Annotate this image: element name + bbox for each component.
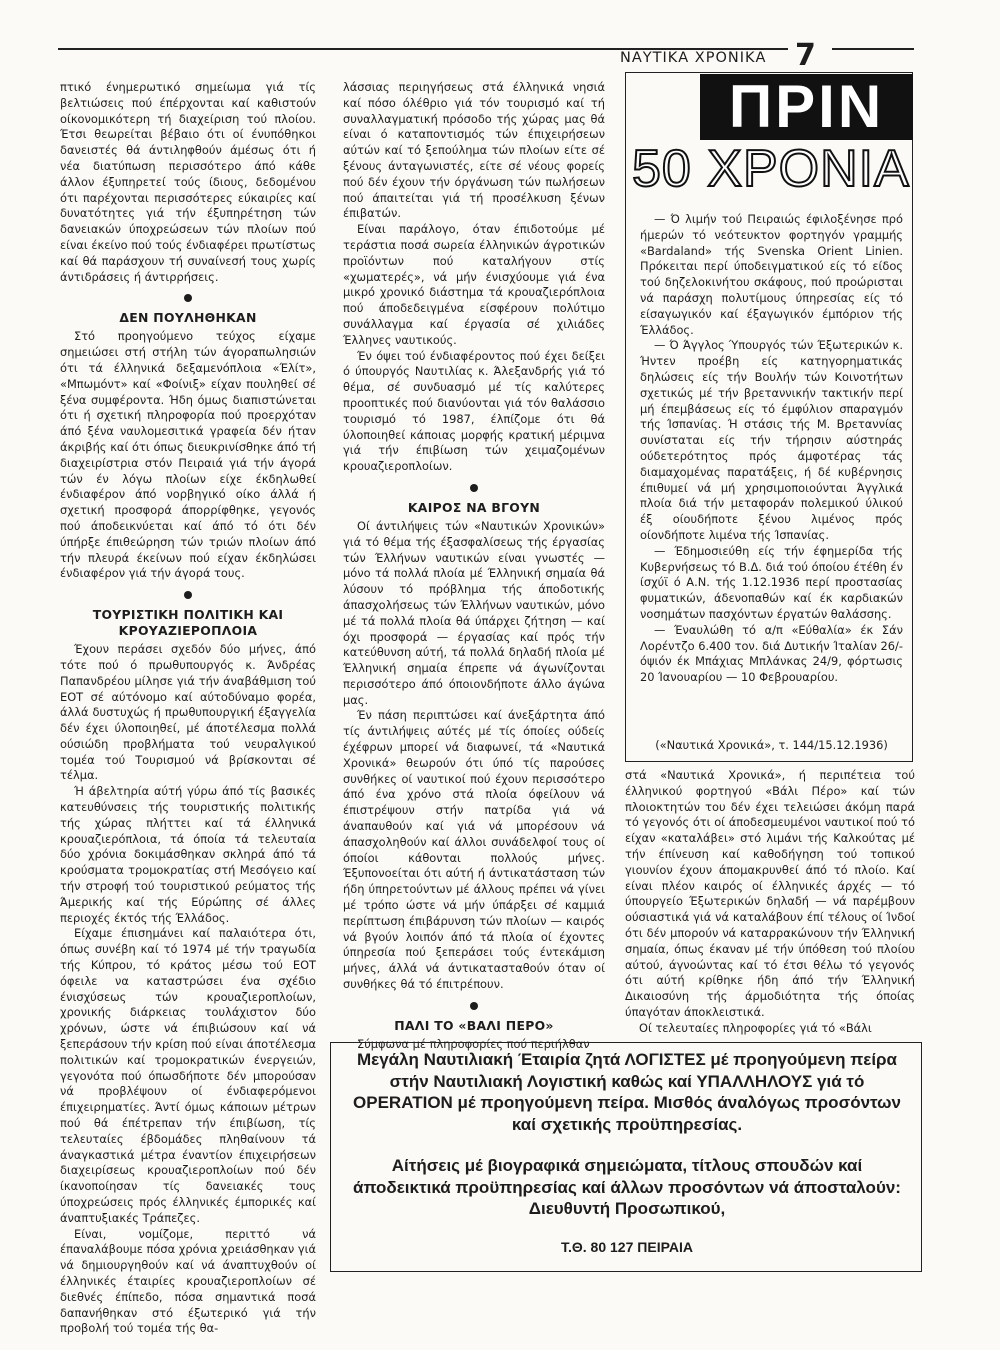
column-1 <box>60 80 316 1337</box>
ad-address: Τ.Θ. 80 127 ΠΕΙΡΑΙΑ <box>560 1239 694 1255</box>
job-advertisement <box>330 1042 922 1272</box>
box-source: («Ναυτικά Χρονικά», τ. 144/15.12.1936) <box>655 738 888 752</box>
page-number: 7 <box>795 38 816 73</box>
box-text <box>640 212 903 686</box>
article-paragraph: στά «Ναυτικά Χρονικά», ή περιπέτεια τού έλληνικού φορτηγού «Βάλι Πέρο» καί τών πλοιοκτητών του δέν έχει τελειώσει άκόμη παρά τό γεγονός ότι οί άποδεσμευμένοι ναυτικοί πού τό είχαν «καταλάβει» στό λιμάνι τής Καλκούτας μέ τήν έπίνευση καί καθοδήγηση τού τοπικού γιουνίον έχουν άπομακρυνθεί άπό τό πλοίο. Καί είναι πλέον καιρός οί έλληνικές άρχές — τό ύπουργείο Έξωτερικών δηλαδή — νά παρέμβουν ούσιαστικά γιά νά καταλάβουν έπί τέλους οί Ίνδοί ότι δέν μπορούν νά καταρρακώνουν τήν Έλληνική σημαία, όπως έκαναν μέ τήν ύπόθεση τού πλοίου αύτού, άγνοώντας καί τό έτσι θέλω τό γεγονός ότι αύτή κρίθηκε ήδη άπό τήν Έλληνική Δικαιοσύνη τής άρμοδιότητα τής όποίας ύπαγόταν άποκλειστικά. <box>625 768 915 1019</box>
article-paragraph: Είχαμε έπισημάνει καί παλαιότερα ότι, όπως συνέβη καί τό 1974 μέ τήν τραγωδία τής Κύπρου, τό κράτος μέσω τού ΕΟΤ όφειλε να καταστρώσει ένα σχέδιο ένισχύσεως τών κρουαζιεροπλοίων, χρονικής διάρκειας τουλάχιστον δύο χρόνων, ώστε νά έπιβιώσουν καί νά ξεπεράσουν τήν κρίση πού είναι άποτέλεσμα πολιτικών καί τρομοκρατικών ένεργειών, γεγονότα πού όπωσδήποτε δέν μπορούσαν νά προβλέψουν οί ένδιαφερόμενοι έπιχειρηματίες. Άντί όμως κάποιων μέτρων πού θά έπέτρεπαν τήν έπιβίωση, τίς τελευταίες έβδομάδες πληθαίνουν τά άναγκαστικά μέτρα έναντίον έπιχειρήσεων διαχειρίσεως κρουαζιεροπλοίων πού δέν ίκανοποίησαν τίς δανειακές τους ύποχρεώσεις πρός έλληνικές έμπορικές καί άναπτυξιακές Τράπεζες. <box>60 926 316 1225</box>
bullet-separator <box>470 1002 478 1010</box>
article-paragraph: Οί τελευταίες πληροφορίες γιά τό «Βάλι <box>639 1020 872 1035</box>
box-subtitle: 50 ΧΡΟΝΙΑ <box>632 140 910 198</box>
article-paragraph: λάσσιας περιηγήσεως στά έλληνικά νησιά καί πόσο όλέθριο γιά τόν τουρισμό καί τή συναλλαγματική πρόσοδο τής χώρας μας θά είναι ό καταποντισμός τών έπιχειρήσεων αύτών καί τό ξεπούλημα τών πλοίων είτε σέ ξένους άνταγωνιστές, είτε σέ νέους φορείς πού δέν έχουν τήν όργάνωση τών πωλήσεων πού άπαιτείται γιά τή προσέλκυση ξένων έπιβατών. <box>343 80 605 221</box>
article-paragraph: Στό προηγούμενο τεύχος είχαμε σημειώσει στή στήλη τών άγοραπωλησιών ότι τά έλληνικά δεξαμενόπλοια «Έλίτ», «Μπωμόντ» καί «Φοίνιξ» είχαν πουληθεί σέ ξένα συμφέροντα. Ήδη όμως διαπιστώνεται ότι ή σχετική πληροφορία πού προερχόταν άπό ξένα ναυλομεσιτικά γραφεία δέν ήταν άκριβής καί ότι όπως διευκρινίσθηκε άπό τή διαχειρίστρια στόν Πειραιά γιά τήν άγορά τών έν λόγω πλοίων είχε έκδηλωθεί ένδιαφέρον άπό νορβηγικό οίκο άλλά ή σχετική προσφορά άπορρίφθηκε, γεγονός πού άποδεικνύεται καί άπό τό ότι δέν ύπήρξε έπιθεώρηση τών τριών πλοίων άπό τήν πλευρά έκείνων πού είχαν έκδηλώσει ένδιαφέρον γιά τήν άγορά τους. <box>60 329 316 581</box>
article-paragraph: πτικό ένημερωτικό σημείωμα γιά τίς βελτιώσεις πού έπέρχονται καί καθιστούν οίκονομικότερη τή διαχείριση τού πλοίου. Έτσι θεωρείται βέβαιο ότι οί ένυπόθηκοι δανειστές θά άντιληφθούν άμέσως ότι ή νέα διατύπωση περισσότερο άπό κάθε άλλον έξυπηρετεί τούς ίδιους, δεδομένου ότι παρέχονται περισσότερες εύκαιρίες καί δυνατότητες γιά τήν έξυπηρέτηση τών δανειακών ύποχρεώσεων τών πλοίων πού είναι έκείνο πού τούς ένδιαφέρει πρωτίστως καί θά παράσχουν τή συναίνεσή τους χωρίς άντιδράσεις ή άντιρρήσεις. <box>60 80 316 284</box>
ad-offer-text: Μεγάλη Ναυτιλιακή Έταιρία ζητά ΛΟΓΙΣΤΕΣ μέ προηγούμενη πείρα στήν Ναυτιλιακή Λογιστική καθώς καί ΥΠΑΛΛΗΛΟΥΣ γιά τό OPERATION μέ προηγούμενη πείρα. Μισθός άναλόγως προσόντων καί σχετικής προϋπηρεσίας. <box>353 1050 901 1134</box>
article-paragraph: Έχουν περάσει σχεδόν δύο μήνες, άπό τότε πού ό πρωθυπουργός κ. Άνδρέας Παπανδρέου μίλησε γιά τήν άναβάθμιση τού ΕΟΤ σέ αύτόνομο καί αύτοδύναμο φορέα, άλλά δυστυχώς ή πρωθυπουργική έξαγγελία δέν έχει ύλοποιηθεί, μέ άποτέλεσμα πολλά ούσιώδη προβλήματα τού νευραλγικού τομέα τού Τουρισμού νά βρίσκονται σέ τέλμα. <box>60 642 316 783</box>
section-heading: ΔΕΝ ΠΟΥΛΗΘΗΚΑΝ <box>119 310 257 326</box>
header-rule-right <box>832 48 914 50</box>
section-heading: ΠΑΛΙ ΤΟ «ΒΑΛΙ ΠΕΡΟ» <box>394 1017 554 1033</box>
column-2 <box>343 80 605 1053</box>
article-paragraph: Έν πάση περιπτώσει καί άνεξάρτητα άπό τίς άντιλήψεις αύτές μέ τίς όποίες ούδείς έχέφρων μπορεί νά διαφωνεί, τά «Ναυτικά Χρονικά» θεωρούν ότι ύπό τίς παρούσες συνθήκες οί ναυτικοί πού έχουν περισσότερο άπό ένα χρόνο στά πλοία όφείλουν νά έπιστρέψουν στήν πατρίδα γιά νά άναπαυθούν καί γιά νά μπορέσουν νά άπασχοληθούν καί άλλοι συνάδελφοί τους οί όποίοι κάθονται πολλούς μήνες. Έξυπονοείται ότι αύτή ή άντικατάσταση τών ήδη ύπηρετούντων μέ άλλους πρέπει νά γίνει μέ τρόπο ώστε νά μήν ύπάρξει σέ καμμιά περίπτωση έπιβάρυνση τών πλοίων — καιρός νά βγούν λοιπόν άπό τά πλοία οί έχοντες ύπηρεσία πού ξεπεράσει τούς έντεκάμιση μήνες, άλλά νά άντικατασταθούν όταν οί συνθήκες θά τό έπιτρέπουν. <box>343 708 605 992</box>
article-paragraph: Είναι παράλογο, όταν έπιδοτούμε μέ τεράστια ποσά σωρεία έλληνικών άγροτικών προϊόντων πού καταλήγουν στίς «χωματερές», νά μήν ένισχύουμε γιά ένα μικρό χρονικό διάστημα τά κρουαζιερόπλοια πού άποδεδειγμένα είσφέρουν πολύτιμο συνάλλαγμα καί έργασία σέ χιλιάδες Έλληνες ναυτικούς. <box>343 222 605 347</box>
article-paragraph: Σύμφωνα μέ πληροφορίες πού περιήλθαν <box>357 1036 590 1051</box>
bullet-separator <box>184 591 192 599</box>
ad-application-text: Αίτήσεις μέ βιογραφικά σημειώματα, τίτλους σπουδών καί άποδεικτικά προϋπηρεσίας καί άλλων προσόντων νά άποσταλούν: Διευθυντή Προσωπικού, <box>353 1156 901 1218</box>
article-paragraph: Είναι, νομίζομε, περιττό νά έπαναλάβουμε πόσα χρόνια χρειάσθηκαν γιά νά δημιουργηθούν καί νά άναπτυχθούν οί έλληνικές έταιρίες κρουαζιεροπλοίων σέ διεθνές έπίπεδο, πόσα σημαντικά ποσά δαπανήθηκαν στό έξωτερικό γιά τήν προβολή τού τομέα τής θα- <box>60 1226 316 1336</box>
box-paragraph: — Ό Άγγλος Ύπουργός τών Έξωτερικών κ. Ήντεν προέβη είς κατηγορηματικάς δηλώσεις είς τήν Βουλήν τών Κοινοτήτων σχετικώς μέ τήν βρεταννικήν τακτικήν περί μή έπεμβάσεως είς τό έμφύλιον σπαραγμόν τής Ίσπανίας. Ή στάσις τής Μ. Βρεταννίας συνίσταται είς τήν τήρησιν αύστηράς ούδετερότητος πρός άμφοτέρας τάς διαμαχομένας παρατάξεις, ή δέ κυβέρνησις έπιθυμεί νά μή χρησιμοποιούνται Άγγλικά πλοία διά τήν μεταφοράν πολεμικού ύλικού έξ οίουδήποτε ξένου λιμένος πρός οίονδήποτε λιμένα τής Ίσπανίας. <box>640 338 903 542</box>
article-paragraph: Οί άντιλήψεις τών «Ναυτικών Χρονικών» γιά τό θέμα τής έξασφαλίσεως τής έργασίας τών Έλλήνων ναυτικών είναι γνωστές — μόνο τά πολλά πλοία μέ Έλληνική σημαία θά λύσουν τό πρόβλημα τής άποδοτικής άπασχολήσεως τών Έλλήνων ναυτικών, μόνο μέ τά πολλά πλοία θά ύπάρχει ζήτηση — καί όχι προσφορά — έργασίας καί πρός τήν κατεύθυνση αύτή, τά πολλά δηλαδή πλοία μέ Έλληνική σημαία έπρεπε νά άγωνίζονται περισσότερο άπό όποιονδήποτε άλλο άγώνα μας. <box>343 518 605 707</box>
box-title: ΠΡΙΝ <box>700 74 913 140</box>
bullet-separator <box>184 294 192 302</box>
article-paragraph: Ή άβελτηρία αύτή γύρω άπό τίς βασικές κατευθύνσεις τής τουριστικής πολιτικής τής χώρας πλήττει καί τά έλληνικά κρουαζιερόπλοια, τά όποία τά τελευταία δύο χρόνια δοκιμάσθηκαν σκληρά άπό τά κρούσματα τρομοκρατίας στή Μεσόγειο καί τήν στροφή τού τουριστικού ρεύματος τής Άμερικής καί τής Εύρώπης σέ άλλες περιοχές έκτός τής Έλλάδος. <box>60 784 316 925</box>
publication-title: ΝΑΥΤΙΚΑ ΧΡΟΝΙΚΑ <box>620 50 767 66</box>
article-paragraph: Έν όψει τού ένδιαφέροντος πού έχει δείξει ό ύπουργός Ναυτιλίας κ. Άλεξανδρής γιά τό θέμα, σέ συνδυασμό μέ τίς καλύτερες προοπτικές πού διανύονται γιά τόν θαλάσσιο τουρισμό τό 1987, έλπίζομε ότι θά ύλοποιηθεί κάποιας μορφής κρατική μέριμνα γιά τήν έπιβίωση τών χειμαζομένων κρουαζιεροπλοίων. <box>343 348 605 474</box>
box-paragraph: — Έδημοσιεύθη είς τήν έφημερίδα τής Κυβερνήσεως τό Β.Δ. διά τού όποίου έτέθη έν ίσχύϊ ό Α.Ν. τής 1.12.1936 περί προστασίας φυματικών, άδενοπαθών καί έκ καρδιακών νοσημάτων πασχόντων έργατών θαλάσσης. <box>640 543 903 621</box>
section-heading: ΚΑΙΡΟΣ ΝΑ ΒΓΟΥΝ <box>407 499 541 515</box>
column-3-lower <box>625 768 915 1037</box>
section-heading: ΤΟΥΡΙΣΤΙΚΗ ΠΟΛΙΤΙΚΗ ΚΑΙ ΚΡΟΥΑΖΙΕΡΟΠΛΟΙΑ <box>92 607 284 639</box>
box-paragraph: — Έναυλώθη τό α/π «Εύθαλία» έκ Σάν Λορέντζο 6.400 τον. διά Δυτικήν Ίταλίαν 26/- όψιόν έκ Μπάχιας Μπλάνκας 24/9, φόρτωσις 20 Ίανουαρίου — 10 Φεβρουαρίου. <box>640 622 903 685</box>
box-paragraph: — Ό λιμήν τού Πειραιώς έφιλοξένησε πρό ήμερών τό νεότευκτον φορτηγόν γραμμής «Bardaland» τής Svenska Orient Linien. Πρόκειται περί ύποδειγματικού είς τό είδος τού δηζελοκινήτου σκάφους, πού προώρισται νά παράσχη πολυτίμους ύπηρεσίας είς τό είσαγωγικόν καί έξαγωγικόν έμπόριον τής Έλλάδος. <box>640 212 903 337</box>
bullet-separator <box>470 484 478 492</box>
